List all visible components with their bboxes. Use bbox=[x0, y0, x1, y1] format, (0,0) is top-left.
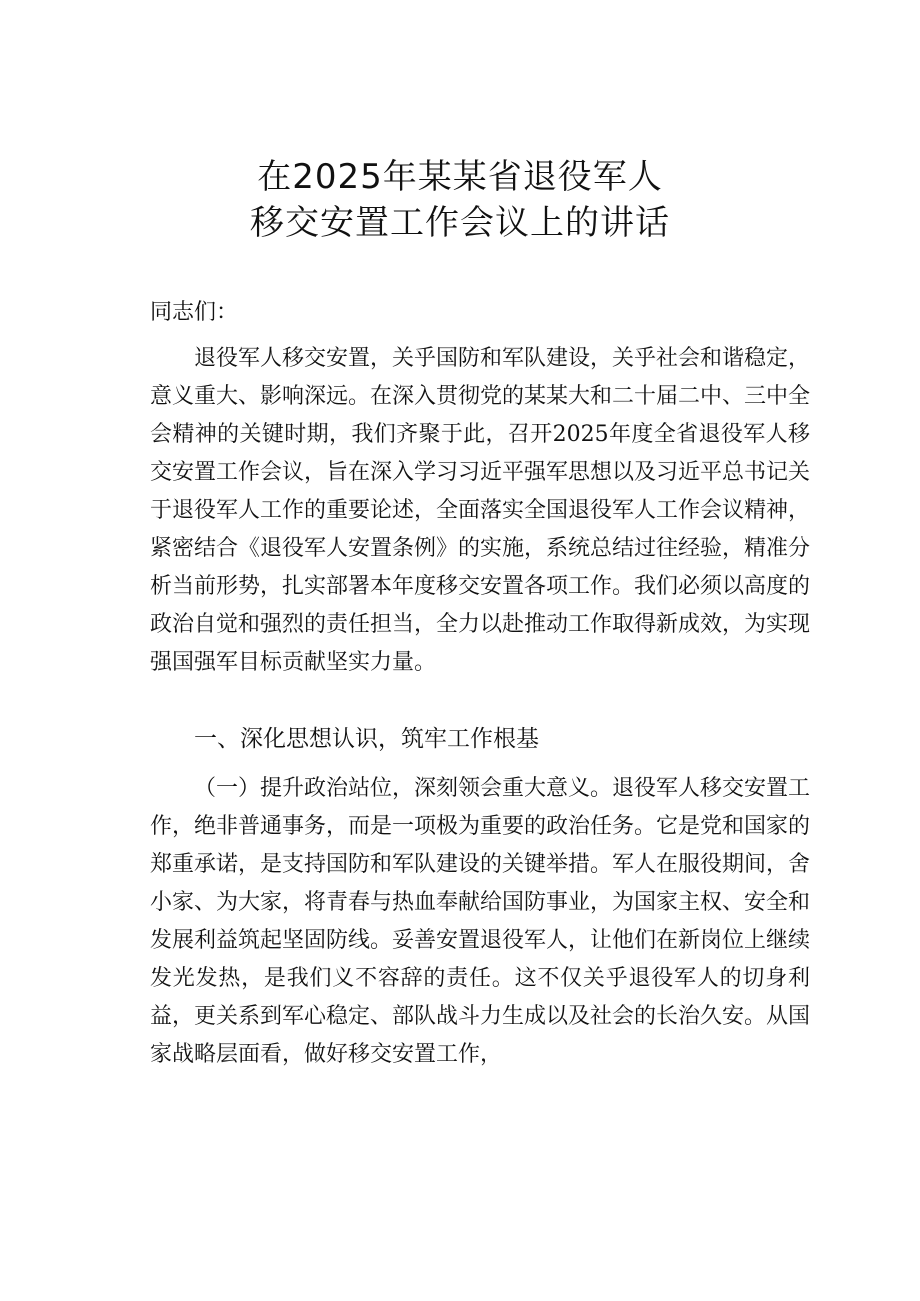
section-heading-1: 一、深化思想认识，筑牢工作根基 bbox=[194, 726, 539, 752]
salutation: 同志们： bbox=[150, 300, 239, 325]
document-title-line-1: 在2025年某某省退役军人 bbox=[257, 157, 663, 197]
document-title-line-2: 移交安置工作会议上的讲话 bbox=[250, 203, 670, 243]
intro-paragraph: 退役军人移交安置，关乎国防和军队建设，关乎社会和谐稳定，意义重大、影响深远。在深入贯彻党的某某大和二十届二中、三中全会精神的关键时期，我们齐聚于此，召开2025年度全省退役军人移交安置工作会议，旨在深入学习习近平强军思想以及习近平总书记关于退役军人工作的重要论述，全面落实全国退役军人工作会议精神，紧密结合《退役军人安置条例》的实施，系统总结过往经验，精准分析当前形势，扎实部署本年度移交安置各项工作。我们必须以高度的政治自觉和强烈的责任担当，全力以赴推动工作取得新成效，为实现强国强军目标贡献坚实力量。 bbox=[150, 346, 811, 675]
section-1-paragraph-1: （一）提升政治站位，深刻领会重大意义。退役军人移交安置工作，绝非普通事务，而是一项极为重要的政治任务。它是党和国家的郑重承诺，是支持国防和军队建设的关键举措。军人在服役期间，舍小家、为大家，将青春与热血奉献给国防事业，为国家主权、安全和发展利益筑起坚固防线。妥善安置退役军人，让他们在新岗位上继续发光发热，是我们义不容辞的责任。这不仅关乎退役军人的切身利益，更关系到军心稳定、部队战斗力生成以及社会的长治久安。从国家战略层面看，做好移交安置工作， bbox=[150, 776, 811, 1067]
